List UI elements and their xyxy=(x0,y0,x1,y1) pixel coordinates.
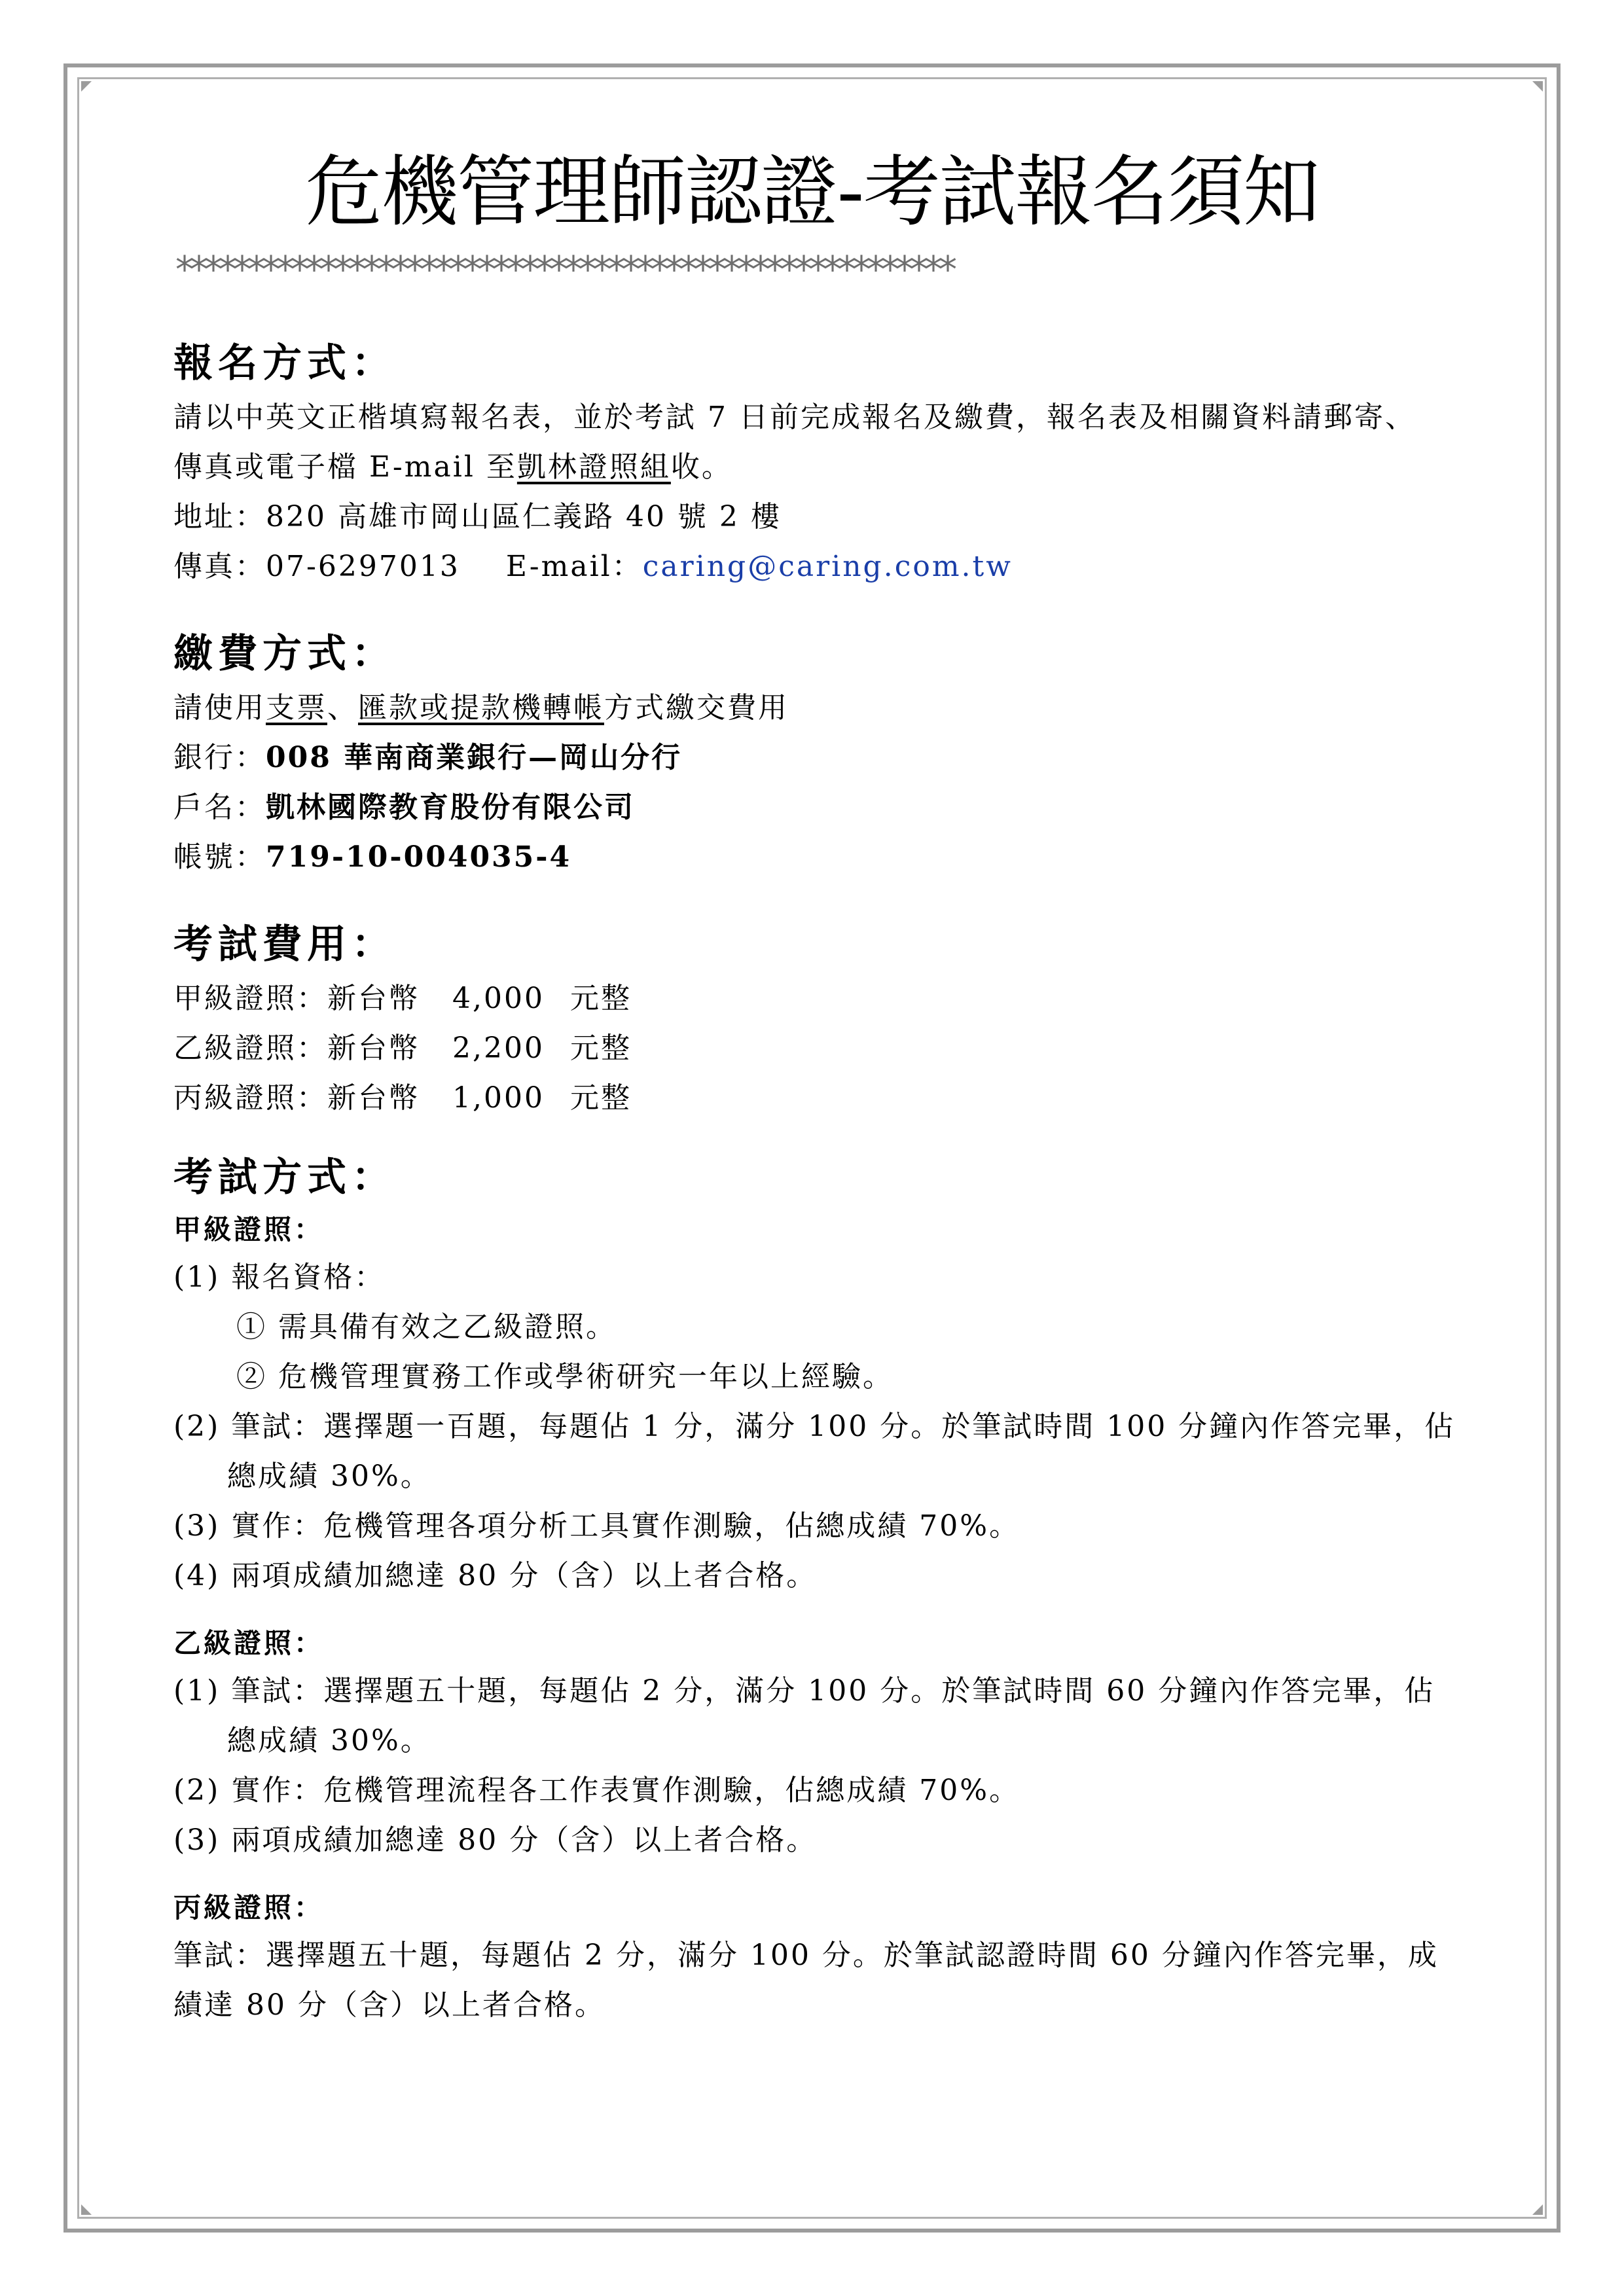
fee-amount: 1,000 xyxy=(452,1081,545,1115)
registration-contact xyxy=(173,542,1456,592)
email-link[interactable]: caring@caring.com.tw xyxy=(642,550,1013,583)
email-label: E-mail： xyxy=(505,550,643,583)
list-item: (1) 筆試：選擇題五十題，每題佔 2 分，滿分 100 分。於筆試時間 60 分鐘內作答完畢，佔總成績 30%。 xyxy=(173,1674,1435,1757)
account-name-label: 戶名： xyxy=(173,791,266,824)
account-name-value: 凱林國際教育股份有限公司 xyxy=(266,791,635,824)
list-item: (2) 實作：危機管理流程各工作表實作測驗，佔總成績 70%。 xyxy=(173,1774,1020,1807)
registration-line2 xyxy=(173,442,1456,492)
fees-section xyxy=(173,915,1456,1123)
registration-line1: 請以中英文正楷填寫報名表，並於考試 7 日前完成報名及繳費，報名表及相關資料請郵寄、 xyxy=(173,401,1416,434)
fee-row xyxy=(173,1073,1456,1123)
registration-section xyxy=(173,334,1456,592)
payment-method xyxy=(173,683,1456,733)
corner-ornament xyxy=(1532,81,1543,92)
fees-heading: 考試費用： xyxy=(173,922,396,967)
list-subitem: ② 危機管理實務工作或學術研究一年以上經驗。 xyxy=(236,1360,893,1393)
grade-b-title: 乙級證照： xyxy=(173,1627,325,1659)
document-body xyxy=(173,334,1456,2030)
corner-ornament xyxy=(1532,2204,1543,2215)
payment-transfer: 匯款或提款機轉帳 xyxy=(358,691,604,725)
payment-check: 支票 xyxy=(266,691,327,725)
grade-a-title: 甲級證照： xyxy=(173,1213,325,1246)
page-title: 危機管理師認證-考試報名須知 xyxy=(305,147,1319,237)
payment-method-text: 請使用 xyxy=(173,691,266,725)
fee-amount: 2,200 xyxy=(452,1031,545,1065)
registration-line2-text: 傳真或電子檔 E-mail 至 xyxy=(173,450,517,484)
registration-recipient: 凱林證照組 xyxy=(516,450,671,484)
account-number-value: 719-10-004035-4 xyxy=(266,840,572,874)
fee-unit: 元整 xyxy=(570,982,632,1015)
fee-amount: 4,000 xyxy=(452,982,545,1015)
account-number-label: 帳號： xyxy=(173,840,266,874)
grade-c-title: 丙級證照： xyxy=(173,1892,325,1924)
exam-heading: 考試方式： xyxy=(173,1155,396,1200)
payment-heading: 繳費方式： xyxy=(173,631,396,677)
fee-unit: 元整 xyxy=(570,1081,632,1115)
star-divider: ****************************************************** xyxy=(175,249,953,291)
list-subitem: ① 需具備有效之乙級證照。 xyxy=(236,1310,617,1344)
corner-ornament xyxy=(81,2204,92,2215)
payment-separator: 、 xyxy=(327,691,358,725)
fee-unit: 元整 xyxy=(570,1031,632,1065)
fee-label: 丙級證照：新台幣 xyxy=(173,1081,420,1115)
fee-row xyxy=(173,974,1456,1024)
list-item: (4) 兩項成績加總達 80 分（含）以上者合格。 xyxy=(173,1559,818,1592)
grade-c-text: 筆試：選擇題五十題，每題佔 2 分，滿分 100 分。於筆試認證時間 60 分鐘內作答完畢，成績達 80 分（含）以上者合格。 xyxy=(173,1939,1439,2022)
registration-line2-end: 收。 xyxy=(670,450,732,484)
list-item: (3) 兩項成績加總達 80 分（含）以上者合格。 xyxy=(173,1823,818,1857)
payment-section xyxy=(173,624,1456,882)
fee-label: 乙級證照：新台幣 xyxy=(173,1031,420,1065)
bank-line xyxy=(173,733,1456,783)
fax-number: 傳真：07-6297013 xyxy=(173,550,460,583)
bank-label: 銀行： xyxy=(173,741,266,774)
account-number-line xyxy=(173,833,1456,882)
fee-label: 甲級證照：新台幣 xyxy=(173,982,420,1015)
account-name-line xyxy=(173,783,1456,833)
registration-address: 地址：820 高雄市岡山區仁義路 40 號 2 樓 xyxy=(173,500,782,533)
payment-method-end: 方式繳交費用 xyxy=(604,691,789,725)
list-item: (2) 筆試：選擇題一百題，每題佔 1 分，滿分 100 分。於筆試時間 100 分鐘內作答完畢，佔總成績 30%。 xyxy=(173,1410,1456,1493)
list-item: (3) 實作：危機管理各項分析工具實作測驗，佔總成績 70%。 xyxy=(173,1509,1020,1543)
exam-section xyxy=(173,1148,1456,2030)
fee-row xyxy=(173,1024,1456,1073)
bank-value: 008 華南商業銀行—岡山分行 xyxy=(266,741,683,774)
list-item: (1) 報名資格： xyxy=(173,1261,386,1294)
corner-ornament xyxy=(81,81,92,92)
registration-heading: 報名方式： xyxy=(173,340,396,386)
